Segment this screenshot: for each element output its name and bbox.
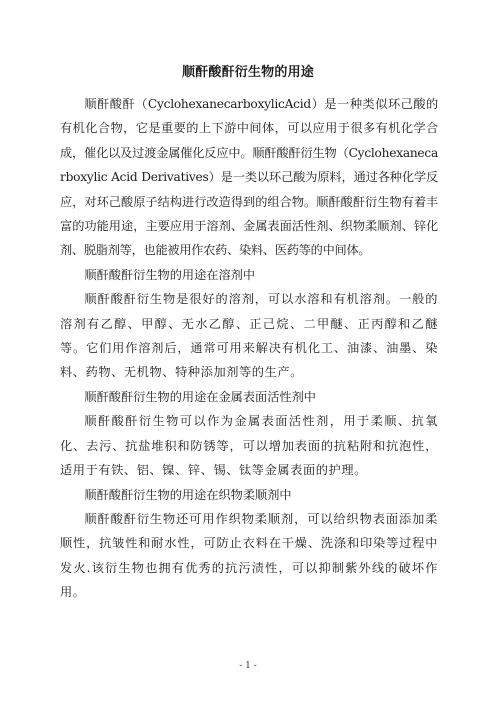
section-heading: 顺酐酸酐衍生物的用途在金属表面活性剂中 bbox=[84, 389, 316, 404]
body-paragraph: 顺酐酸酐衍生物可以作为金属表面活性剂，用于柔顺、抗氧化、去污、抗盐堆积和防锈等，可以增加表面的抗粘附和抗泡性，适用于有铁、铝、镍、锌、锡、钛等金属表面的护理。 bbox=[60, 414, 438, 478]
section-heading: 顺酐酸酐衍生物的用途在溶剂中 bbox=[84, 267, 256, 282]
document-title: 顺酐酸酐衍生物的用途 bbox=[181, 65, 314, 80]
page-number: - 1 - bbox=[239, 661, 257, 671]
body-paragraph: 顺酐酸酐衍生物还可用作织物柔顺剂，可以给织物表面添加柔顺性，抗皱性和耐水性，可防止衣料在干燥、洗涤和印染等过程中发火.该衍生物也拥有优秀的抗污渍性，可以抑制紫外线的破坏作用。 bbox=[60, 511, 438, 600]
body-paragraph: 顺酐酸酐衍生物是很好的溶剂，可以水溶和有机溶剂。一般的溶剂有乙醇、甲醇、无水乙醇、正己烷、二甲醚、正丙醇和乙醚等。它们用作溶剂后，通常可用来解决有机化工、油漆、油墨、染料、药物、无机物、特种添加剂等的生产。 bbox=[60, 292, 438, 380]
section-heading: 顺酐酸酐衍生物的用途在织物柔顺剂中 bbox=[84, 487, 292, 502]
document-body bbox=[60, 92, 438, 605]
body-paragraph: 顺酐酸酐（CyclohexanecarboxylicAcid）是一种类似环己酸的有机化合物，它是重要的上下游中间体，可以应用于很多有机化学合成，催化以及过渡金属催化反应中。顺酐酸酐衍生物（Cyclohexanecarboxylic Acid Derivatives）是一类以环己酸为原料，通过各种化学反应，对环己酸原子结构进行改造得到的组合物。顺酐酸酐衍生物有着丰富的功能用途，主要应用于溶剂、金属表面活性剂、织物柔顺剂、锌化剂、脱脂剂等，也能被用作农药、染料、医药等的中间体。 bbox=[60, 97, 438, 258]
